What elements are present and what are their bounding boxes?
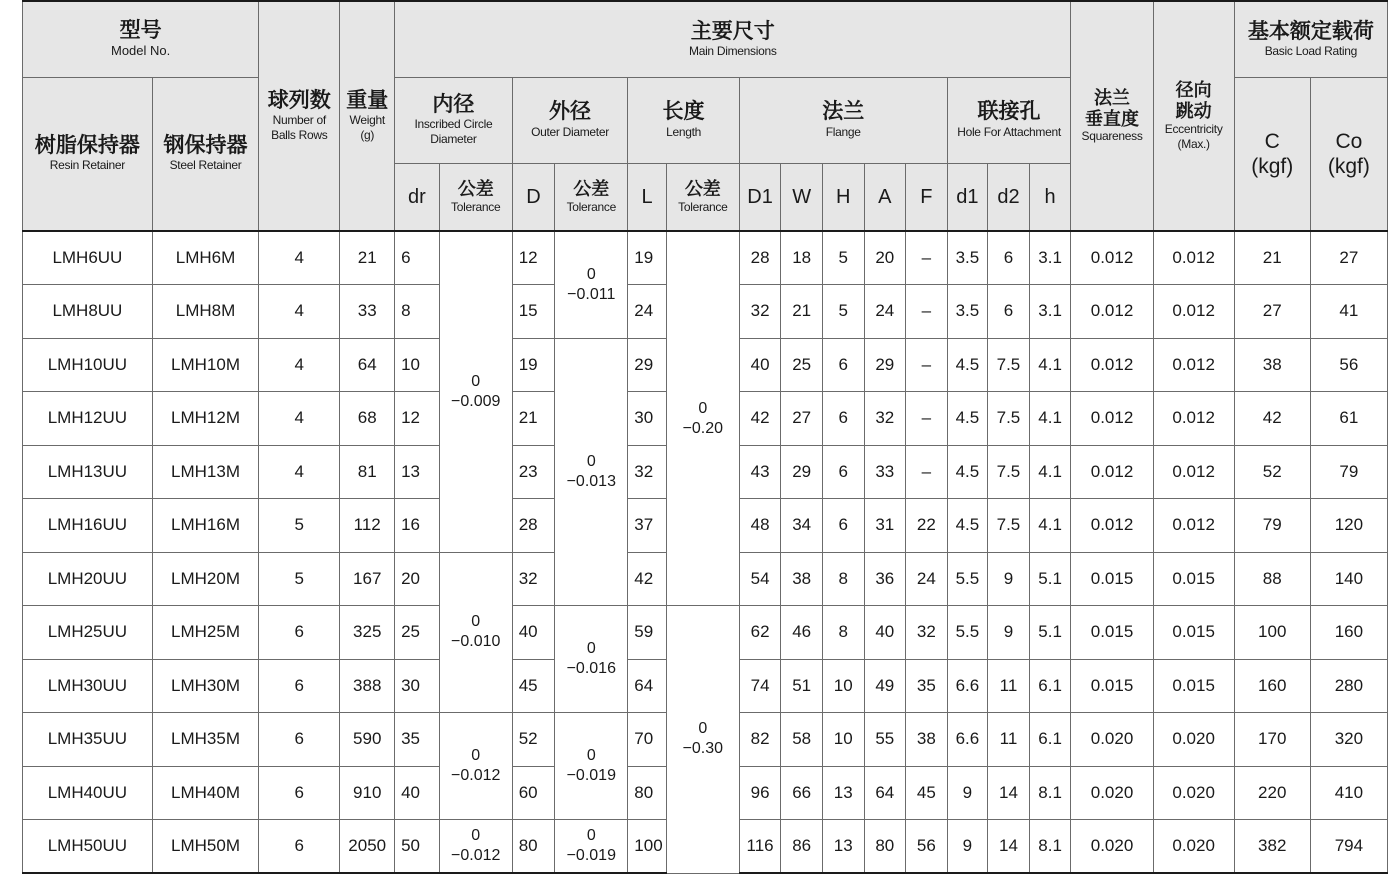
- inner-tolerance-cell: [439, 713, 512, 820]
- d2-header: d2: [988, 163, 1030, 231]
- h-cell: 6: [822, 392, 864, 446]
- d-cell: 23: [512, 445, 555, 499]
- d-cell: 52: [512, 713, 555, 767]
- steel-cell: LMH50M: [152, 820, 258, 874]
- d2-cell: 7.5: [988, 392, 1030, 446]
- ecc-cell: 0.012: [1153, 338, 1234, 392]
- w-cell: 27: [781, 392, 823, 446]
- specification-table: [22, 0, 1388, 874]
- tolerance-upper: 0: [698, 399, 708, 417]
- c-cell: 27: [1234, 285, 1310, 339]
- sq-cell: 0.012: [1071, 445, 1153, 499]
- steel-cell: LMH40M: [152, 766, 258, 820]
- c-cell: 52: [1234, 445, 1310, 499]
- balls-cell: 6: [259, 606, 340, 660]
- squareness-header: 法兰 垂直度 Squareness: [1071, 1, 1153, 231]
- d1-cell: 54: [739, 552, 781, 606]
- sq-cell: 0.015: [1071, 606, 1153, 660]
- f-cell: –: [906, 338, 948, 392]
- tolerance-lower: −0.011: [567, 285, 616, 303]
- w-header: W: [781, 163, 823, 231]
- inner-tolerance-cell: [439, 231, 512, 552]
- co-cell: 280: [1310, 659, 1387, 713]
- sq-cell: 0.015: [1071, 552, 1153, 606]
- d1-cell: 32: [739, 285, 781, 339]
- co-cell: 61: [1310, 392, 1387, 446]
- resin-cell: LMH50UU: [23, 820, 153, 874]
- resin-cell: LMH30UU: [23, 659, 153, 713]
- ecc-cell: 0.015: [1153, 606, 1234, 660]
- inner-diameter-header: 内径 Inscribed Circle Diameter: [395, 77, 513, 163]
- balls-cell: 6: [259, 766, 340, 820]
- outer-tolerance-cell: [555, 338, 628, 606]
- d1-cell: 4.5: [947, 499, 988, 553]
- l-cell: 59: [628, 606, 667, 660]
- tolerance-upper: 0: [586, 452, 596, 470]
- steel-cell: LMH25M: [152, 606, 258, 660]
- h-cell: 3.1: [1029, 231, 1071, 285]
- weight-cell: 167: [340, 552, 395, 606]
- d1-cell: 62: [739, 606, 781, 660]
- outer-tolerance-cell: [555, 606, 628, 713]
- co-cell: 120: [1310, 499, 1387, 553]
- l-cell: 19: [628, 231, 667, 285]
- d1-cell: 3.5: [947, 231, 988, 285]
- a-cell: 20: [864, 231, 906, 285]
- d-cell: 28: [512, 499, 555, 553]
- c-cell: 79: [1234, 499, 1310, 553]
- d-cell: 21: [512, 392, 555, 446]
- co-load-header: Co (kgf): [1310, 77, 1387, 231]
- d2-cell: 9: [988, 552, 1030, 606]
- h-hole-header: h: [1029, 163, 1071, 231]
- balls-cell: 6: [259, 659, 340, 713]
- tolerance-lower: −0.20: [682, 419, 724, 437]
- weight-cell: 388: [340, 659, 395, 713]
- dr-cell: 13: [395, 445, 440, 499]
- l-cell: 64: [628, 659, 667, 713]
- dr-cell: 12: [395, 392, 440, 446]
- h-cell: 3.1: [1029, 285, 1071, 339]
- weight-cell: 81: [340, 445, 395, 499]
- dr-cell: 8: [395, 285, 440, 339]
- tolerance-upper: 0: [471, 613, 481, 631]
- sq-cell: 0.020: [1071, 820, 1153, 874]
- tolerance-lower: −0.019: [566, 847, 616, 864]
- d-cell: 40: [512, 606, 555, 660]
- co-cell: 140: [1310, 552, 1387, 606]
- ecc-cell: 0.020: [1153, 766, 1234, 820]
- steel-cell: LMH12M: [152, 392, 258, 446]
- tolerance-lower: −0.019: [566, 767, 616, 784]
- d1-cell: 6.6: [947, 659, 988, 713]
- d-cell: 80: [512, 820, 555, 874]
- main-dimensions-header: 主要尺寸 Main Dimensions: [395, 1, 1071, 77]
- c-cell: 21: [1234, 231, 1310, 285]
- tolerance-lower: −0.012: [451, 847, 501, 864]
- c-cell: 170: [1234, 713, 1310, 767]
- h-cell: 8: [822, 606, 864, 660]
- resin-cell: LMH35UU: [23, 713, 153, 767]
- ecc-cell: 0.012: [1153, 392, 1234, 446]
- d2-cell: 14: [988, 820, 1030, 874]
- w-cell: 51: [781, 659, 823, 713]
- weight-cell: 64: [340, 338, 395, 392]
- co-cell: 160: [1310, 606, 1387, 660]
- outer-tolerance-header: 公差 Tolerance: [555, 163, 628, 231]
- resin-cell: LMH12UU: [23, 392, 153, 446]
- w-cell: 86: [781, 820, 823, 874]
- h-cell: 8.1: [1029, 766, 1071, 820]
- resin-cell: LMH40UU: [23, 766, 153, 820]
- f-cell: 56: [906, 820, 948, 874]
- ecc-cell: 0.020: [1153, 820, 1234, 874]
- w-cell: 38: [781, 552, 823, 606]
- balls-cell: 4: [259, 392, 340, 446]
- h-cell: 5.1: [1029, 552, 1071, 606]
- dr-cell: 40: [395, 766, 440, 820]
- d1-cell: 48: [739, 499, 781, 553]
- a-header: A: [864, 163, 906, 231]
- w-cell: 29: [781, 445, 823, 499]
- tolerance-lower: −0.012: [451, 767, 501, 784]
- steel-cell: LMH16M: [152, 499, 258, 553]
- weight-cell: 2050: [340, 820, 395, 874]
- h-cell: 13: [822, 820, 864, 874]
- c-cell: 160: [1234, 659, 1310, 713]
- d-cell: 19: [512, 338, 555, 392]
- a-cell: 33: [864, 445, 906, 499]
- d1-cell: 4.5: [947, 392, 988, 446]
- d1-cell: 82: [739, 713, 781, 767]
- dr-header: dr: [395, 163, 440, 231]
- w-cell: 58: [781, 713, 823, 767]
- d2-cell: 14: [988, 766, 1030, 820]
- w-cell: 46: [781, 606, 823, 660]
- outer-tolerance-cell: [555, 231, 628, 338]
- w-cell: 66: [781, 766, 823, 820]
- c-cell: 42: [1234, 392, 1310, 446]
- sq-cell: 0.012: [1071, 285, 1153, 339]
- l-cell: 29: [628, 338, 667, 392]
- h-cell: 8.1: [1029, 820, 1071, 874]
- c-cell: 220: [1234, 766, 1310, 820]
- balls-cell: 6: [259, 820, 340, 874]
- tolerance-lower: −0.009: [451, 392, 501, 410]
- d1-cell: 9: [947, 766, 988, 820]
- w-cell: 21: [781, 285, 823, 339]
- h-cell: 4.1: [1029, 499, 1071, 553]
- h-cell: 8: [822, 552, 864, 606]
- d-header: D: [512, 163, 555, 231]
- d1-cell: 40: [739, 338, 781, 392]
- h-cell: 6: [822, 338, 864, 392]
- h-cell: 10: [822, 659, 864, 713]
- dr-cell: 6: [395, 231, 440, 285]
- d-cell: 32: [512, 552, 555, 606]
- d-cell: 15: [512, 285, 555, 339]
- h-cell: 4.1: [1029, 338, 1071, 392]
- co-cell: 410: [1310, 766, 1387, 820]
- dr-cell: 25: [395, 606, 440, 660]
- weight-cell: 33: [340, 285, 395, 339]
- a-cell: 80: [864, 820, 906, 874]
- resin-retainer-header: 树脂保持器 Resin Retainer: [23, 77, 153, 231]
- steel-cell: LMH10M: [152, 338, 258, 392]
- length-tolerance-header: 公差 Tolerance: [666, 163, 739, 231]
- ecc-cell: 0.012: [1153, 499, 1234, 553]
- balls-cell: 5: [259, 499, 340, 553]
- inner-tolerance-header: 公差 Tolerance: [439, 163, 512, 231]
- weight-header: 重量 Weight (g): [340, 1, 395, 231]
- h-cell: 5.1: [1029, 606, 1071, 660]
- w-cell: 18: [781, 231, 823, 285]
- tolerance-upper: 0: [586, 265, 596, 283]
- balls-cell: 6: [259, 713, 340, 767]
- co-cell: 79: [1310, 445, 1387, 499]
- balls-cell: 4: [259, 445, 340, 499]
- flange-header: 法兰 Flange: [739, 77, 947, 163]
- sq-cell: 0.015: [1071, 659, 1153, 713]
- l-cell: 32: [628, 445, 667, 499]
- co-cell: 27: [1310, 231, 1387, 285]
- d1-cell: 5.5: [947, 606, 988, 660]
- w-cell: 25: [781, 338, 823, 392]
- f-cell: –: [906, 231, 948, 285]
- balls-header: 球列数 Number of Balls Rows: [259, 1, 340, 231]
- a-cell: 31: [864, 499, 906, 553]
- length-tolerance-cell: [666, 231, 739, 606]
- h-cell: 6: [822, 445, 864, 499]
- steel-cell: LMH35M: [152, 713, 258, 767]
- c-load-header: C (kgf): [1234, 77, 1310, 231]
- resin-cell: LMH20UU: [23, 552, 153, 606]
- d1-cell: 9: [947, 820, 988, 874]
- c-cell: 38: [1234, 338, 1310, 392]
- ecc-cell: 0.015: [1153, 659, 1234, 713]
- weight-cell: 590: [340, 713, 395, 767]
- dr-cell: 20: [395, 552, 440, 606]
- a-cell: 64: [864, 766, 906, 820]
- steel-cell: LMH30M: [152, 659, 258, 713]
- l-header: L: [628, 163, 667, 231]
- f-cell: –: [906, 445, 948, 499]
- f-cell: –: [906, 285, 948, 339]
- dr-cell: 10: [395, 338, 440, 392]
- resin-cell: LMH16UU: [23, 499, 153, 553]
- load-rating-header: 基本额定载荷 Basic Load Rating: [1234, 1, 1387, 77]
- d1-cell: 28: [739, 231, 781, 285]
- d2-cell: 6: [988, 231, 1030, 285]
- d2-cell: 6: [988, 285, 1030, 339]
- weight-cell: 21: [340, 231, 395, 285]
- tolerance-lower: −0.010: [451, 633, 501, 651]
- d1-cell: 6.6: [947, 713, 988, 767]
- balls-cell: 5: [259, 552, 340, 606]
- dr-cell: 30: [395, 659, 440, 713]
- model-header: 型号 Model No.: [23, 1, 259, 77]
- d1-cell: 3.5: [947, 285, 988, 339]
- weight-cell: 112: [340, 499, 395, 553]
- f-cell: 35: [906, 659, 948, 713]
- h-cell: 6.1: [1029, 659, 1071, 713]
- d1-cell: 116: [739, 820, 781, 874]
- tolerance-lower: −0.013: [566, 472, 616, 490]
- weight-cell: 910: [340, 766, 395, 820]
- balls-cell: 4: [259, 338, 340, 392]
- tolerance-upper: 0: [698, 720, 708, 738]
- co-cell: 320: [1310, 713, 1387, 767]
- co-cell: 56: [1310, 338, 1387, 392]
- outer-diameter-header: 外径 Outer Diameter: [512, 77, 628, 163]
- f-header: F: [906, 163, 948, 231]
- a-cell: 55: [864, 713, 906, 767]
- a-cell: 36: [864, 552, 906, 606]
- h-cell: 5: [822, 231, 864, 285]
- a-cell: 32: [864, 392, 906, 446]
- l-cell: 70: [628, 713, 667, 767]
- d1-cell: 42: [739, 392, 781, 446]
- a-cell: 29: [864, 338, 906, 392]
- steel-retainer-header: 钢保持器 Steel Retainer: [152, 77, 258, 231]
- tolerance-lower: −0.30: [682, 740, 724, 758]
- d2-cell: 11: [988, 713, 1030, 767]
- d2-cell: 7.5: [988, 338, 1030, 392]
- tolerance-upper: 0: [471, 372, 481, 390]
- d1-cell: 5.5: [947, 552, 988, 606]
- d2-cell: 11: [988, 659, 1030, 713]
- l-cell: 100: [628, 820, 667, 874]
- outer-tolerance-cell: [555, 713, 628, 820]
- ecc-cell: 0.012: [1153, 231, 1234, 285]
- balls-cell: 4: [259, 231, 340, 285]
- ecc-cell: 0.012: [1153, 445, 1234, 499]
- dr-cell: 16: [395, 499, 440, 553]
- resin-cell: LMH13UU: [23, 445, 153, 499]
- steel-cell: LMH8M: [152, 285, 258, 339]
- inner-tolerance-cell: [439, 552, 512, 713]
- tolerance-lower: −0.016: [566, 660, 616, 677]
- d1-cell: 96: [739, 766, 781, 820]
- sq-cell: 0.020: [1071, 713, 1153, 767]
- steel-cell: LMH6M: [152, 231, 258, 285]
- balls-cell: 4: [259, 285, 340, 339]
- sq-cell: 0.012: [1071, 392, 1153, 446]
- length-tolerance-cell: [666, 606, 739, 874]
- f-cell: 22: [906, 499, 948, 553]
- l-cell: 37: [628, 499, 667, 553]
- d1-cell: 4.5: [947, 445, 988, 499]
- table-body: [23, 231, 1388, 873]
- d1-hole-header: d1: [947, 163, 988, 231]
- steel-cell: LMH13M: [152, 445, 258, 499]
- resin-cell: LMH6UU: [23, 231, 153, 285]
- d1-cell: 4.5: [947, 338, 988, 392]
- d2-cell: 7.5: [988, 445, 1030, 499]
- h-cell: 10: [822, 713, 864, 767]
- co-cell: 794: [1310, 820, 1387, 874]
- d1-header: D1: [739, 163, 781, 231]
- tolerance-upper: 0: [586, 747, 596, 764]
- l-cell: 80: [628, 766, 667, 820]
- tolerance-upper: 0: [471, 827, 481, 844]
- sq-cell: 0.012: [1071, 338, 1153, 392]
- tolerance-upper: 0: [586, 827, 596, 844]
- d1-cell: 74: [739, 659, 781, 713]
- tolerance-upper: 0: [586, 640, 596, 657]
- f-cell: 45: [906, 766, 948, 820]
- l-cell: 24: [628, 285, 667, 339]
- eccentricity-header: 径向 跳动 Eccentricity (Max.): [1153, 1, 1234, 231]
- resin-cell: LMH8UU: [23, 285, 153, 339]
- f-cell: 38: [906, 713, 948, 767]
- ecc-cell: 0.015: [1153, 552, 1234, 606]
- d-cell: 12: [512, 231, 555, 285]
- l-cell: 30: [628, 392, 667, 446]
- d-cell: 45: [512, 659, 555, 713]
- f-cell: –: [906, 392, 948, 446]
- d-cell: 60: [512, 766, 555, 820]
- c-cell: 100: [1234, 606, 1310, 660]
- weight-cell: 68: [340, 392, 395, 446]
- a-cell: 24: [864, 285, 906, 339]
- ecc-cell: 0.020: [1153, 713, 1234, 767]
- h-cell: 13: [822, 766, 864, 820]
- d2-cell: 9: [988, 606, 1030, 660]
- a-cell: 49: [864, 659, 906, 713]
- c-cell: 382: [1234, 820, 1310, 874]
- l-cell: 42: [628, 552, 667, 606]
- d1-cell: 43: [739, 445, 781, 499]
- h-cell: 6: [822, 499, 864, 553]
- f-cell: 32: [906, 606, 948, 660]
- co-cell: 41: [1310, 285, 1387, 339]
- hole-header: 联接孔 Hole For Attachment: [947, 77, 1071, 163]
- sq-cell: 0.012: [1071, 231, 1153, 285]
- ecc-cell: 0.012: [1153, 285, 1234, 339]
- c-cell: 88: [1234, 552, 1310, 606]
- w-cell: 34: [781, 499, 823, 553]
- sq-cell: 0.012: [1071, 499, 1153, 553]
- h-flange-header: H: [822, 163, 864, 231]
- sq-cell: 0.020: [1071, 766, 1153, 820]
- h-cell: 6.1: [1029, 713, 1071, 767]
- weight-cell: 325: [340, 606, 395, 660]
- f-cell: 24: [906, 552, 948, 606]
- inner-tolerance-cell: [439, 820, 512, 874]
- resin-cell: LMH25UU: [23, 606, 153, 660]
- resin-cell: LMH10UU: [23, 338, 153, 392]
- d2-cell: 7.5: [988, 499, 1030, 553]
- length-header: 长度 Length: [628, 77, 740, 163]
- steel-cell: LMH20M: [152, 552, 258, 606]
- dr-cell: 50: [395, 820, 440, 874]
- h-cell: 5: [822, 285, 864, 339]
- outer-tolerance-cell: [555, 820, 628, 874]
- table-row: [23, 606, 1388, 660]
- a-cell: 40: [864, 606, 906, 660]
- tolerance-upper: 0: [471, 747, 481, 764]
- dr-cell: 35: [395, 713, 440, 767]
- h-cell: 4.1: [1029, 392, 1071, 446]
- h-cell: 4.1: [1029, 445, 1071, 499]
- table-row: [23, 231, 1388, 285]
